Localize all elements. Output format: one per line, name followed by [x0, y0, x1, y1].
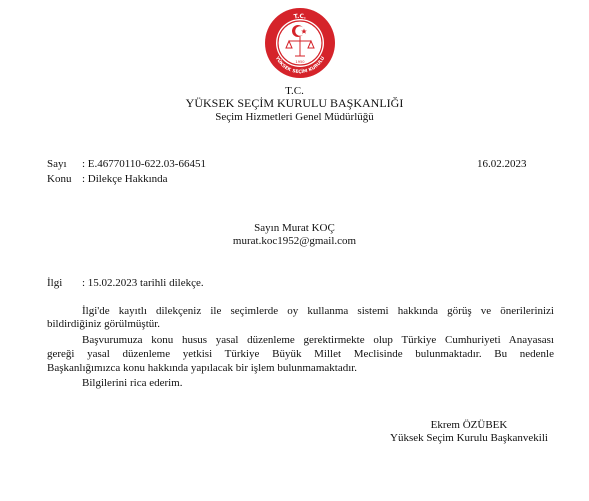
recipient-email: murat.koc1952@gmail.com — [232, 235, 357, 247]
seal-year: 1950 — [295, 60, 305, 64]
paragraph-1-line-2: bildirdiğiniz görülmüştür. — [47, 318, 161, 330]
country-heading: T.C. — [285, 85, 304, 97]
ilgi-label: İlgi — [47, 277, 63, 289]
institution-heading: YÜKSEK SEÇİM KURULU BAŞKANLIĞI — [185, 96, 404, 110]
sayi-label: Sayı — [47, 158, 67, 170]
ysk-seal-logo — [263, 6, 337, 80]
department-heading: Seçim Hizmetleri Genel Müdürlüğü — [215, 111, 374, 123]
paragraph-2-line-2: gereği yasal düzenleme yetkisi Türkiye Büyük Millet Meclisinde bulunmaktadır. Bu nedenle — [47, 348, 554, 360]
konu-label: Konu — [47, 173, 72, 185]
konu-value: : Dilekçe Hakkında — [82, 173, 168, 185]
signatory-title: Yüksek Seçim Kurulu Başkanvekili — [390, 432, 548, 444]
recipient-name: Sayın Murat KOÇ — [254, 222, 335, 234]
paragraph-1-line-1: İlgi'de kayıtlı dilekçeniz ile seçimlerde oy kullanma sistemi hakkında görüş ve önerilerinizi — [82, 305, 554, 317]
svg-text:T.C. — [293, 13, 307, 21]
document-date: 16.02.2023 — [477, 158, 527, 170]
sayi-value: : E.46770110-622.03-66451 — [82, 158, 206, 170]
paragraph-2-line-1: Başvurumuza konu husus yasal düzenleme gerektirmekte olup Türkiye Cumhuriyeti Anayasası — [82, 334, 554, 346]
paragraph-3: Bilgilerini rica ederim. — [82, 377, 183, 389]
seal-top-text: T.C. — [293, 12, 307, 21]
paragraph-2-line-3: Başkanlığımızca konu hakkında yapılacak bir işlem bulunmamaktadır. — [47, 362, 358, 374]
signatory-name: Ekrem ÖZÜBEK — [430, 419, 508, 431]
ilgi-value: : 15.02.2023 tarihli dilekçe. — [82, 277, 204, 289]
seal-bottom-text: YÜKSEK SEÇİM KURULU — [273, 56, 327, 76]
